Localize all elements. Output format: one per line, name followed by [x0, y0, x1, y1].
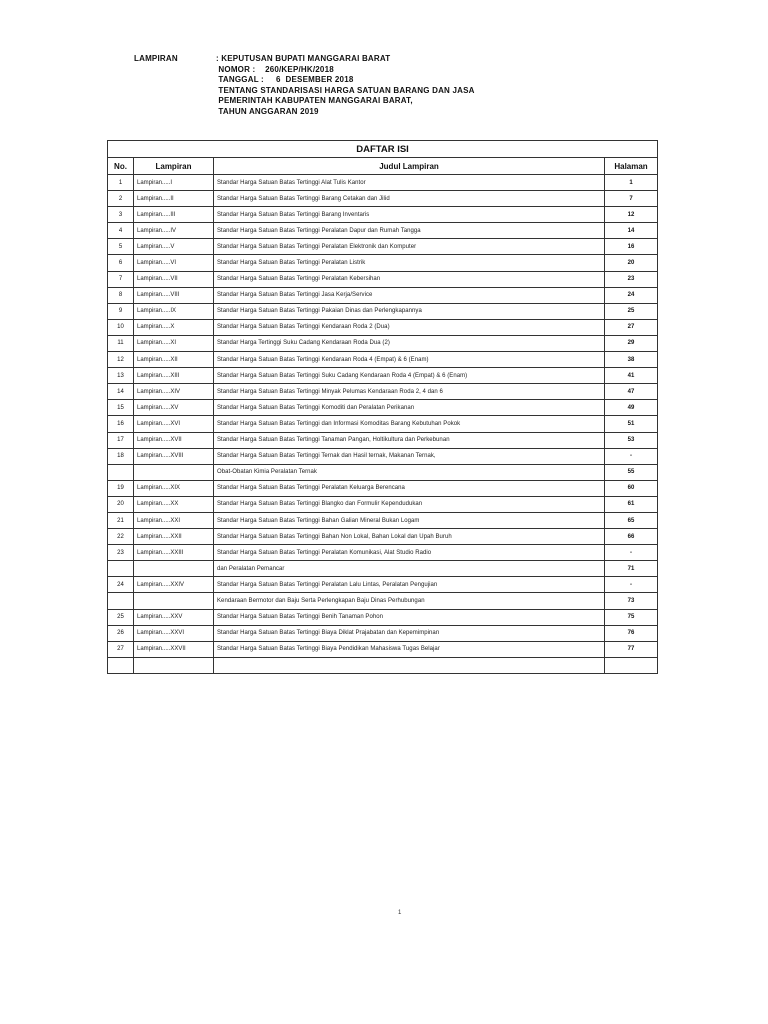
cell-lampiran: Lampiran.....XXVI	[134, 625, 214, 641]
cell-judul: Standar Harga Satuan Batas Tertinggi Minyak Pelumas Kendaraan Roda 2, 4 dan 6	[214, 384, 605, 400]
cell-lampiran: Lampiran.....XX	[134, 496, 214, 512]
table-row	[108, 657, 658, 673]
cell-no: 12	[108, 352, 134, 368]
cell-halaman: 12	[605, 207, 658, 223]
cell-no: 14	[108, 384, 134, 400]
cell-no: 21	[108, 512, 134, 528]
table-body	[108, 175, 658, 674]
cell-no: 18	[108, 448, 134, 464]
cell-lampiran: Lampiran.....VIII	[134, 287, 214, 303]
cell-no	[108, 657, 134, 673]
cell-no: 26	[108, 625, 134, 641]
cell-lampiran: Lampiran.....I	[134, 175, 214, 191]
cell-halaman: 27	[605, 319, 658, 335]
table-of-contents	[107, 140, 658, 674]
cell-halaman: 60	[605, 480, 658, 496]
cell-lampiran: Lampiran.....IV	[134, 223, 214, 239]
cell-lampiran: Lampiran.....X	[134, 319, 214, 335]
cell-no: 27	[108, 641, 134, 657]
page-number: 1	[398, 910, 402, 916]
cell-no: 9	[108, 303, 134, 319]
table-row	[108, 561, 658, 577]
cell-no: 2	[108, 191, 134, 207]
cell-judul: Kendaraan Bermotor dan Baju Serta Perlengkapan Baju Dinas Perhubungan	[214, 593, 605, 609]
cell-no: 23	[108, 545, 134, 561]
cell-lampiran: Lampiran.....XXVII	[134, 641, 214, 657]
cell-lampiran: Lampiran.....XXV	[134, 609, 214, 625]
cell-no	[108, 593, 134, 609]
cell-halaman: 38	[605, 352, 658, 368]
table-row	[108, 593, 658, 609]
cell-judul	[214, 657, 605, 673]
cell-lampiran	[134, 464, 214, 480]
cell-halaman: 61	[605, 496, 658, 512]
cell-halaman: 75	[605, 609, 658, 625]
cell-judul: Standar Harga Satuan Batas Tertinggi Peralatan Dapur dan Rumah Tangga	[214, 223, 605, 239]
cell-judul: Standar Harga Tertinggi Suku Cadang Kendaraan Roda Dua (2)	[214, 335, 605, 351]
table-row	[108, 641, 658, 657]
cell-halaman: 76	[605, 625, 658, 641]
table-row	[108, 480, 658, 496]
cell-lampiran: Lampiran.....XXIII	[134, 545, 214, 561]
header-details	[216, 54, 475, 117]
cell-lampiran: Lampiran.....III	[134, 207, 214, 223]
table-row	[108, 625, 658, 641]
cell-judul: Standar Harga Satuan Batas Tertinggi Barang Inventaris	[214, 207, 605, 223]
cell-lampiran	[134, 593, 214, 609]
cell-lampiran: Lampiran.....XXII	[134, 529, 214, 545]
cell-lampiran: Lampiran.....XXI	[134, 512, 214, 528]
table-row	[108, 464, 658, 480]
table-row	[108, 335, 658, 351]
cell-halaman: 20	[605, 255, 658, 271]
table-row	[108, 545, 658, 561]
cell-no: 1	[108, 175, 134, 191]
cell-halaman: 23	[605, 271, 658, 287]
table-row	[108, 448, 658, 464]
cell-no: 6	[108, 255, 134, 271]
cell-lampiran: Lampiran.....VII	[134, 271, 214, 287]
cell-halaman: -	[605, 577, 658, 593]
cell-lampiran: Lampiran.....XVII	[134, 432, 214, 448]
cell-lampiran: Lampiran.....XV	[134, 400, 214, 416]
cell-judul: Obat-Obatan Kimia Peralatan Ternak	[214, 464, 605, 480]
cell-halaman: 25	[605, 303, 658, 319]
header-line-fiscal-year: TAHUN ANGGARAN 2019	[216, 106, 319, 116]
cell-lampiran	[134, 657, 214, 673]
cell-judul: Standar Harga Satuan Batas Tertinggi Peralatan Komunikasi, Alat Studio Radio	[214, 545, 605, 561]
cell-no: 25	[108, 609, 134, 625]
cell-no: 7	[108, 271, 134, 287]
cell-judul: Standar Harga Satuan Batas Tertinggi Pakaian Dinas dan Perlengkapannya	[214, 303, 605, 319]
cell-lampiran: Lampiran.....XIII	[134, 368, 214, 384]
cell-judul: Standar Harga Satuan Batas Tertinggi Kendaraan Roda 4 (Empat) & 6 (Enam)	[214, 352, 605, 368]
table-title: DAFTAR ISI	[108, 141, 658, 158]
cell-no: 3	[108, 207, 134, 223]
cell-judul: Standar Harga Satuan Batas Tertinggi Jasa Kerja/Service	[214, 287, 605, 303]
header-line-government: PEMERINTAH KABUPATEN MANGGARAI BARAT,	[216, 96, 413, 105]
cell-halaman: -	[605, 545, 658, 561]
cell-halaman: 16	[605, 239, 658, 255]
cell-judul: Standar Harga Satuan Batas Tertinggi Peralatan Lalu Lintas, Peralatan Pengujian	[214, 577, 605, 593]
cell-lampiran	[134, 561, 214, 577]
cell-halaman: 7	[605, 191, 658, 207]
table-row	[108, 271, 658, 287]
cell-judul: Standar Harga Satuan Batas Tertinggi Bahan Galian Mineral Bukan Logam	[214, 512, 605, 528]
cell-lampiran: Lampiran.....XVI	[134, 416, 214, 432]
cell-judul: Standar Harga Satuan Batas Tertinggi Benih Tanaman Pohon	[214, 609, 605, 625]
table-row	[108, 352, 658, 368]
table-row	[108, 191, 658, 207]
table-row	[108, 368, 658, 384]
cell-judul: Standar Harga Satuan Batas Tertinggi Blangko dan Formulir Kependudukan	[214, 496, 605, 512]
cell-judul: dan Peralatan Pemancar	[214, 561, 605, 577]
cell-lampiran: Lampiran.....V	[134, 239, 214, 255]
cell-no	[108, 464, 134, 480]
table-row	[108, 287, 658, 303]
cell-halaman: 49	[605, 400, 658, 416]
cell-halaman: 53	[605, 432, 658, 448]
cell-halaman: 14	[605, 223, 658, 239]
cell-lampiran: Lampiran.....XI	[134, 335, 214, 351]
cell-halaman: 51	[605, 416, 658, 432]
cell-halaman: 1	[605, 175, 658, 191]
table-row	[108, 384, 658, 400]
cell-judul: Standar Harga Satuan Batas Tertinggi Alat Tulis Kantor	[214, 175, 605, 191]
table-row	[108, 416, 658, 432]
cell-lampiran: Lampiran.....XIV	[134, 384, 214, 400]
cell-judul: Standar Harga Satuan Batas Tertinggi Biaya Pendidikan Mahasiswa Tugas Belajar	[214, 641, 605, 657]
cell-judul: Standar Harga Satuan Batas Tertinggi Peralatan Kebersihan	[214, 271, 605, 287]
cell-no: 11	[108, 335, 134, 351]
column-header-lampiran: Lampiran	[134, 158, 214, 175]
table-row	[108, 255, 658, 271]
table-row	[108, 319, 658, 335]
cell-halaman: 24	[605, 287, 658, 303]
cell-no: 20	[108, 496, 134, 512]
cell-no: 4	[108, 223, 134, 239]
cell-judul: Standar Harga Satuan Batas Tertinggi Kendaraan Roda 2 (Dua)	[214, 319, 605, 335]
cell-halaman	[605, 657, 658, 673]
table-row	[108, 577, 658, 593]
table-row	[108, 400, 658, 416]
cell-no: 5	[108, 239, 134, 255]
cell-no: 8	[108, 287, 134, 303]
cell-no: 19	[108, 480, 134, 496]
cell-lampiran: Lampiran.....XIX	[134, 480, 214, 496]
cell-no: 15	[108, 400, 134, 416]
cell-judul: Standar Harga Satuan Batas Tertinggi Ternak dan Hasil ternak, Makanan Ternak,	[214, 448, 605, 464]
cell-no: 16	[108, 416, 134, 432]
cell-halaman: 29	[605, 335, 658, 351]
cell-lampiran: Lampiran.....XVIII	[134, 448, 214, 464]
table-row	[108, 223, 658, 239]
table-row	[108, 609, 658, 625]
cell-halaman: 65	[605, 512, 658, 528]
cell-judul: Standar Harga Satuan Batas Tertinggi Komoditi dan Peralatan Perikanan	[214, 400, 605, 416]
cell-halaman: -	[605, 448, 658, 464]
column-header-no: No.	[108, 158, 134, 175]
header-label: LAMPIRAN	[134, 54, 178, 63]
cell-halaman: 66	[605, 529, 658, 545]
cell-judul: Standar Harga Satuan Batas Tertinggi Peralatan Keluarga Berencana	[214, 480, 605, 496]
cell-no	[108, 561, 134, 577]
cell-no: 10	[108, 319, 134, 335]
cell-lampiran: Lampiran.....IX	[134, 303, 214, 319]
cell-judul: Standar Harga Satuan Batas Tertinggi Peralatan Listrik	[214, 255, 605, 271]
header-line-decree: : KEPUTUSAN BUPATI MANGGARAI BARAT	[216, 54, 391, 63]
table-row	[108, 175, 658, 191]
table-row	[108, 496, 658, 512]
table-row	[108, 207, 658, 223]
cell-judul: Standar Harga Satuan Batas Tertinggi dan Informasi Komoditas Barang Kebutuhan Pokok	[214, 416, 605, 432]
cell-halaman: 41	[605, 368, 658, 384]
table-row	[108, 303, 658, 319]
cell-no: 24	[108, 577, 134, 593]
cell-halaman: 55	[605, 464, 658, 480]
cell-lampiran: Lampiran.....XXIV	[134, 577, 214, 593]
cell-judul: Standar Harga Satuan Batas Tertinggi Bahan Non Lokal, Bahan Lokal dan Upah Buruh	[214, 529, 605, 545]
table-row	[108, 432, 658, 448]
cell-no: 17	[108, 432, 134, 448]
table-row	[108, 529, 658, 545]
cell-halaman: 47	[605, 384, 658, 400]
table-row	[108, 239, 658, 255]
cell-no: 13	[108, 368, 134, 384]
cell-judul: Standar Harga Satuan Batas Tertinggi Peralatan Elektronik dan Komputer	[214, 239, 605, 255]
header-line-subject: TENTANG STANDARISASI HARGA SATUAN BARANG DAN JASA	[216, 85, 475, 95]
cell-no: 22	[108, 529, 134, 545]
table-row	[108, 512, 658, 528]
cell-halaman: 71	[605, 561, 658, 577]
cell-judul: Standar Harga Satuan Batas Tertinggi Suku Cadang Kendaraan Roda 4 (Empat) & 6 (Enam)	[214, 368, 605, 384]
header-line-date: TANGGAL : 6 DESEMBER 2018	[216, 75, 354, 84]
column-header-halaman: Halaman	[605, 158, 658, 175]
cell-lampiran: Lampiran.....VI	[134, 255, 214, 271]
cell-lampiran: Lampiran.....XII	[134, 352, 214, 368]
cell-lampiran: Lampiran.....II	[134, 191, 214, 207]
cell-halaman: 77	[605, 641, 658, 657]
column-header-judul: Judul Lampiran	[214, 158, 605, 175]
header-line-number: NOMOR : 260/KEP/HK/2018	[216, 64, 334, 74]
cell-halaman: 73	[605, 593, 658, 609]
cell-judul: Standar Harga Satuan Batas Tertinggi Tanaman Pangan, Holtikultura dan Perkebunan	[214, 432, 605, 448]
cell-judul: Standar Harga Satuan Batas Tertinggi Biaya Diklat Prajabatan dan Kepemimpinan	[214, 625, 605, 641]
cell-judul: Standar Harga Satuan Batas Tertinggi Barang Cetakan dan Jilid	[214, 191, 605, 207]
